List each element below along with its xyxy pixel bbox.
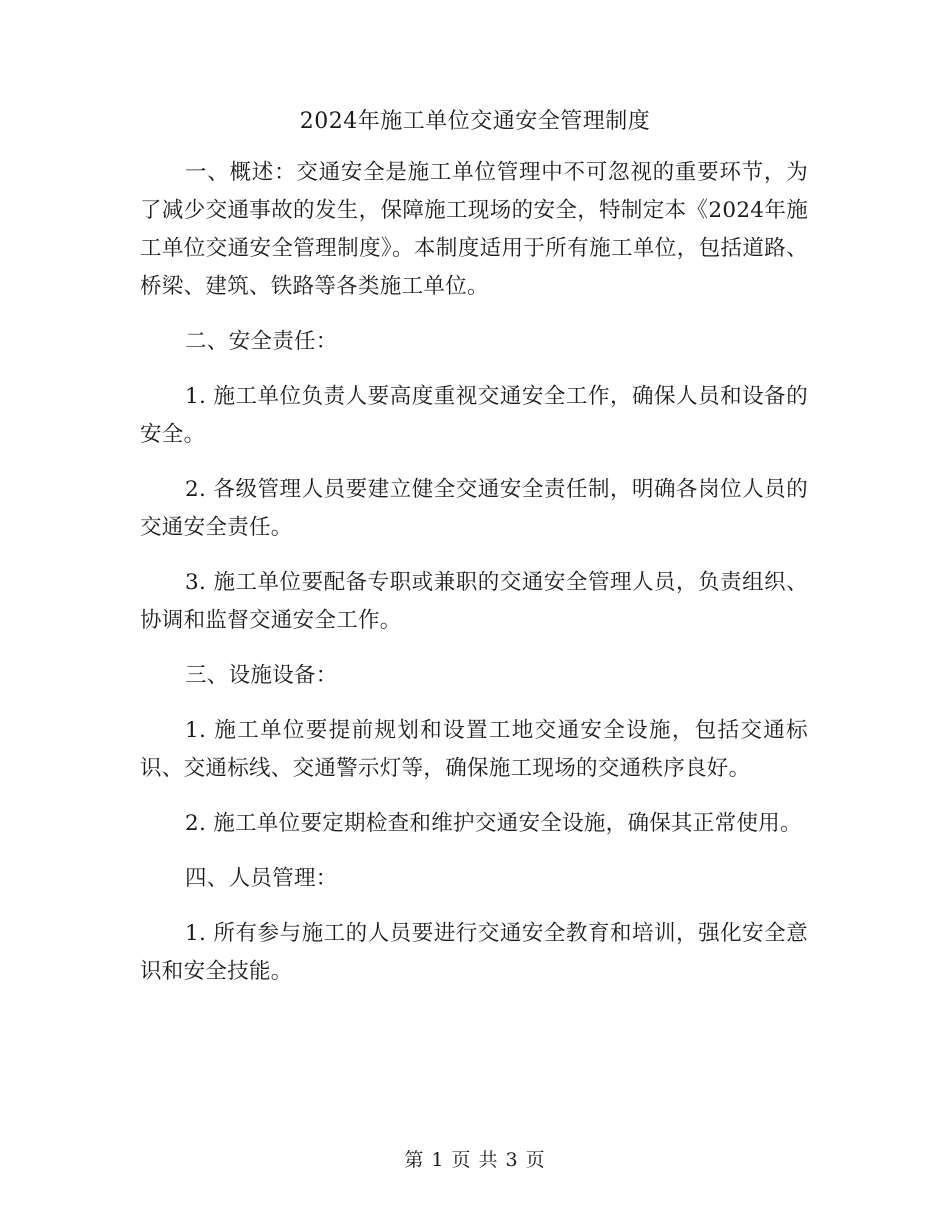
document-body [140, 154, 808, 991]
heading-facilities-equipment: 三、设施设备： [185, 663, 338, 688]
paragraph-responsibility-3: 3. 施工单位要配备专职或兼职的交通安全管理人员，负责组织、协调和监督交通安全工作。 [140, 570, 808, 633]
heading-safety-responsibility: 二、安全责任： [185, 329, 338, 354]
paragraph-personnel-1: 1. 所有参与施工的人员要进行交通安全教育和培训，强化安全意识和安全技能。 [140, 921, 808, 984]
paragraph-responsibility-2: 2. 各级管理人员要建立健全交通安全责任制，明确各岗位人员的交通安全责任。 [140, 477, 808, 540]
paragraph-facilities-1: 1. 施工单位要提前规划和设置工地交通安全设施，包括交通标识、交通标线、交通警示灯等，确保施工现场的交通秩序良好。 [140, 718, 808, 781]
page-number-footer: 第 1 页 共 3 页 [404, 1149, 546, 1171]
document-title: 2024年施工单位交通安全管理制度 [299, 109, 651, 134]
paragraph-overview: 一、概述：交通安全是施工单位管理中不可忽视的重要环节，为了减少交通事故的发生，保障施工现场的安全，特制定本《2024年施工单位交通安全管理制度》。本制度适用于所有施工单位，包括道路、桥梁、建筑、铁路等各类施工单位。 [140, 160, 808, 299]
paragraph-responsibility-1: 1. 施工单位负责人要高度重视交通安全工作，确保人员和设备的安全。 [140, 384, 808, 447]
heading-personnel-management: 四、人员管理： [185, 866, 338, 891]
paragraph-facilities-2: 2. 施工单位要定期检查和维护交通安全设施，确保其正常使用。 [185, 811, 802, 836]
